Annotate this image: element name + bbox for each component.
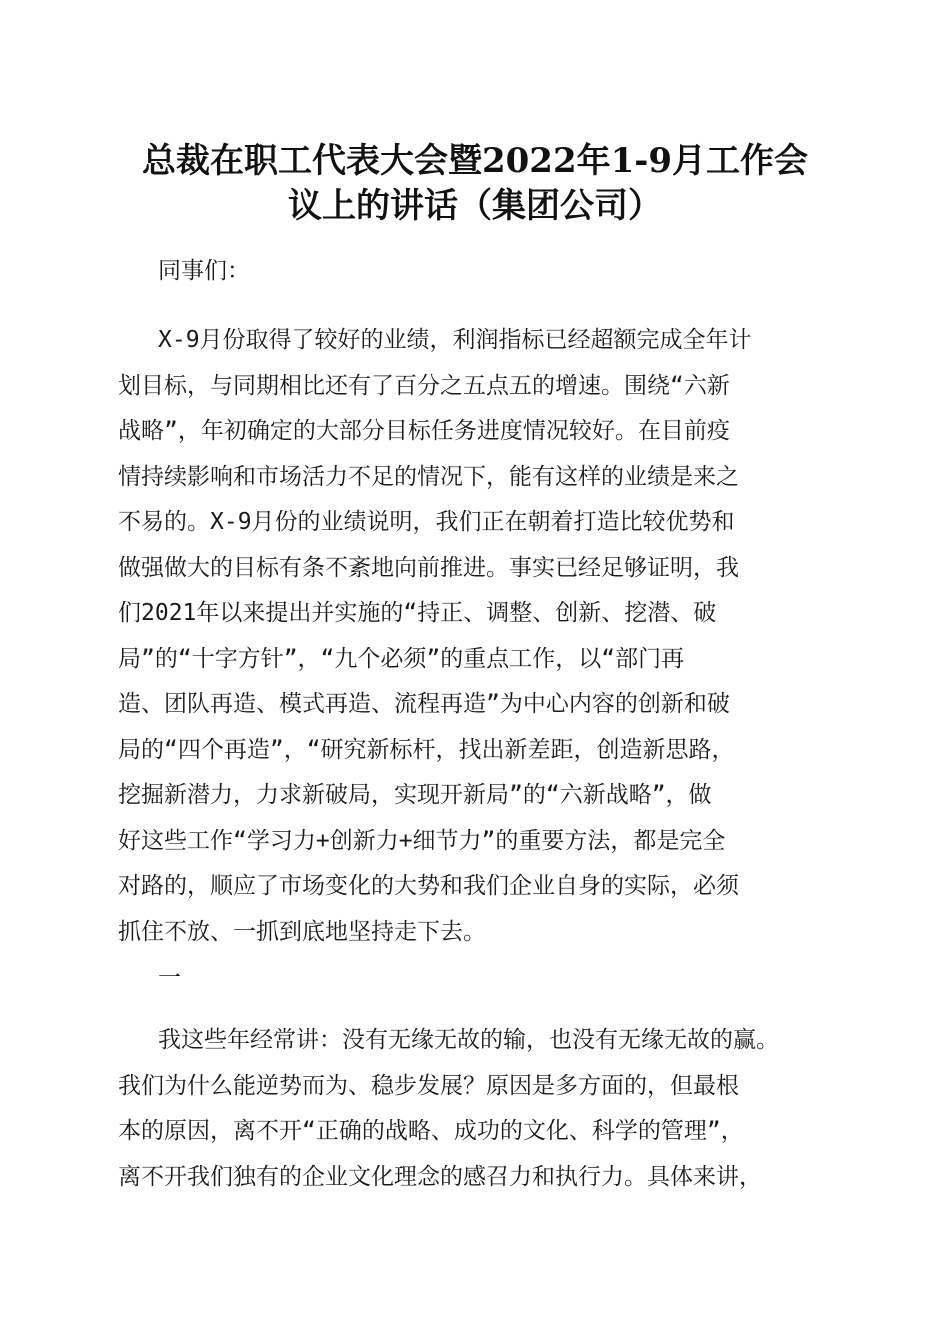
paragraph-line: X-9月份取得了较好的业绩，利润指标已经超额完成全年计	[158, 327, 752, 353]
paragraph-line: 战略”，年初确定的大部分目标任务进度情况较好。在目前疫	[118, 418, 730, 444]
document-title-line-2: 议上的讲话（集团公司）	[288, 186, 662, 226]
paragraph-line: 局”的“十字方针”，“九个必须”的重点工作，以“部门再	[118, 646, 685, 672]
paragraph-line: 划目标，与同期相比还有了百分之五点五的增速。围绕“六新	[118, 373, 730, 399]
section-heading: 一	[158, 965, 181, 991]
paragraph-line: 造、团队再造、模式再造、流程再造”为中心内容的创新和破	[118, 691, 730, 717]
paragraph-line: 做强做大的目标有条不紊地向前推进。事实已经足够证明，我	[118, 555, 739, 581]
paragraph-line: 我这些年经常讲：没有无缘无故的输，也没有无缘无故的赢。	[158, 1027, 779, 1053]
paragraph-line: 情持续影响和市场活力不足的情况下，能有这样的业绩是来之	[118, 464, 739, 490]
paragraph-line: 不易的。X-9月份的业绩说明，我们正在朝着打造比较优势和	[118, 509, 735, 535]
paragraph-line: 我们为什么能逆势而为、稳步发展？原因是多方面的，但最根	[118, 1073, 739, 1099]
paragraph-line: 局的“四个再造”，“研究新标杆，找出新差距，创造新思路，	[118, 737, 735, 763]
paragraph-line: 抓住不放、一抓到底地坚持走下去。	[118, 919, 486, 945]
paragraph-line: 挖掘新潜力，力求新破局，实现开新局”的“六新战略”，做	[118, 782, 712, 808]
paragraph-line: 本的原因，离不开“正确的战略、成功的文化、科学的管理”，	[118, 1118, 744, 1144]
paragraph-line: 对路的，顺应了市场变化的大势和我们企业自身的实际，必须	[118, 873, 739, 899]
paragraph-line: 离不开我们独有的企业文化理念的感召力和执行力。具体来讲，	[118, 1164, 762, 1190]
paragraph-line: 好这些工作“学习力+创新力+细节力”的重要方法，都是完全	[118, 828, 726, 854]
document-title-line-1: 总裁在职工代表大会暨2022年1-9月工作会	[141, 141, 809, 181]
paragraph-line: 们2021年以来提出并实施的“持正、调整、创新、挖潜、破	[118, 600, 717, 626]
salutation: 同事们：	[158, 258, 250, 284]
